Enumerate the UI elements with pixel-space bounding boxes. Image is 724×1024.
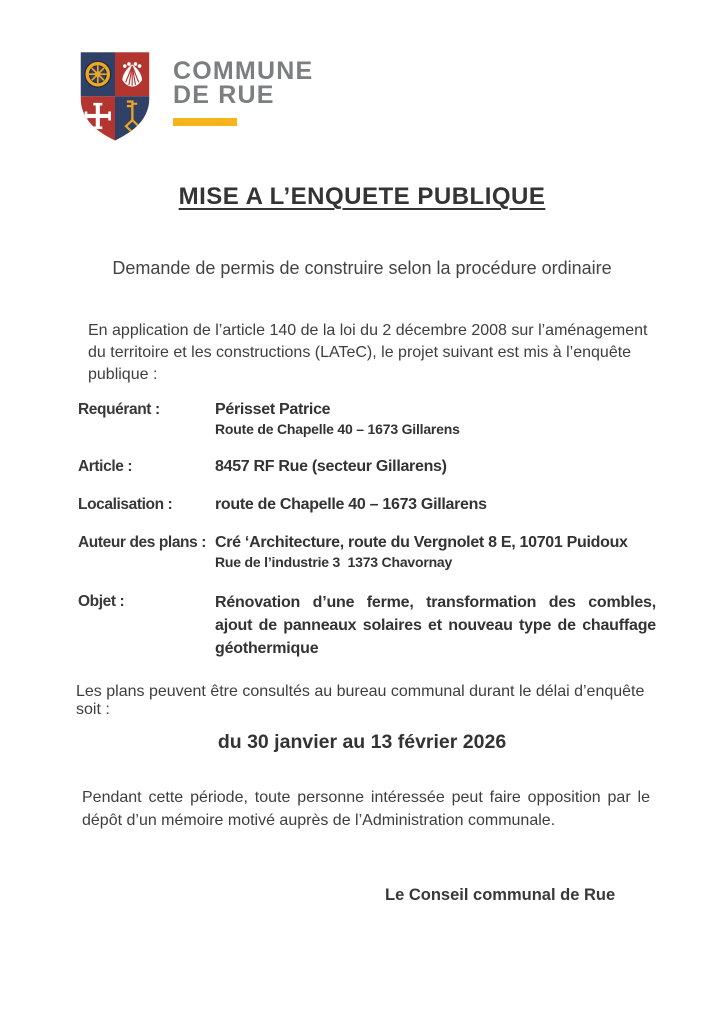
field-value-subline: Route de Chapelle 40 – 1673 Gillarens xyxy=(215,421,460,437)
field-label: Article : xyxy=(78,458,133,475)
field-row-article xyxy=(78,456,656,477)
field-label: Auteur des plans : xyxy=(78,534,207,551)
field-value-subline: Rue de l’industrie 3 1373 Chavornay xyxy=(215,554,453,570)
field-value: route de Chapelle 40 – 1673 Gillarens xyxy=(215,496,487,513)
logo-accent-bar xyxy=(173,118,237,126)
field-label: Localisation : xyxy=(78,496,173,513)
intro-paragraph: En application de l’article 140 de la loi du 2 décembre 2008 sur l’aménagement du territoire et les constructions (LATeC), le projet suivant est mis à l’enquête publique : xyxy=(88,322,648,383)
field-value-group xyxy=(215,399,656,439)
opposition-paragraph: Pendant cette période, toute personne intéressée peut faire opposition par le dépôt d’un mémoire motivé auprès de l’Administration communale. xyxy=(82,789,650,829)
field-value-group xyxy=(215,591,656,660)
coat-of-arms-icon xyxy=(70,48,160,143)
field-value: Périsset Patrice xyxy=(215,401,331,418)
commune-logo xyxy=(70,48,313,143)
signature-line: Le Conseil communal de Rue xyxy=(385,886,616,904)
commune-name-line2: DE RUE xyxy=(173,81,275,109)
enquiry-period: du 30 janvier au 13 février 2026 xyxy=(217,731,507,753)
wheel-icon xyxy=(87,64,108,85)
scallop-shell-icon xyxy=(122,62,142,86)
field-row-requerant xyxy=(78,399,656,439)
field-value-group xyxy=(215,532,656,572)
field-row-auteur-des-plans xyxy=(78,532,656,572)
field-row-localisation xyxy=(78,494,656,515)
application-details xyxy=(78,399,656,660)
field-value: Cré ‘Architecture, route du Vergnolet 8 E, 10701 Puidoux xyxy=(215,534,628,551)
field-label: Objet : xyxy=(78,593,125,610)
page-title: MISE A L’ENQUETE PUBLIQUE xyxy=(178,183,546,210)
commune-name xyxy=(173,48,313,143)
page-subtitle: Demande de permis de construire selon la procédure ordinaire xyxy=(112,258,612,278)
field-value-group xyxy=(215,456,656,477)
field-value-group xyxy=(215,494,656,515)
field-label: Requérant : xyxy=(78,401,160,418)
commune-name-line1: COMMUNE xyxy=(173,57,314,85)
field-value: 8457 RF Rue (secteur Gillarens) xyxy=(215,458,447,475)
consultation-paragraph: Les plans peuvent être consultés au bureau communal durant le délai d’enquête soit : xyxy=(76,683,645,718)
field-value: Rénovation d’une ferme, transformation des combles, ajout de panneaux solaires et nouveau type de chauffage géothermique xyxy=(215,594,656,657)
field-row-objet xyxy=(78,591,656,660)
